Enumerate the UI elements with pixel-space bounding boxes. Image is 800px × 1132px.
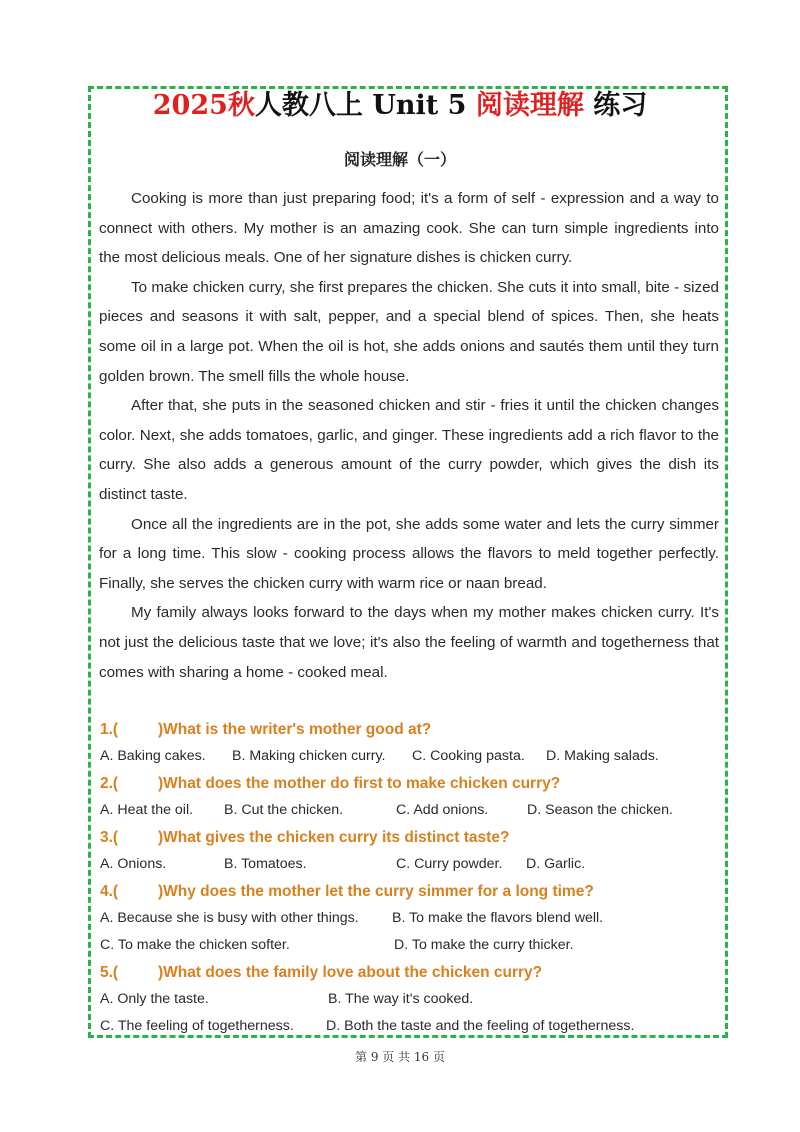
option-a: A. Onions. <box>100 856 167 872</box>
passage-paragraph: To make chicken curry, she first prepares the chicken. She cuts it into small, bite - sized pieces and seasons it with salt, pepper, and a special blend of spices. Then, she heats some oil in a large pot. When the oil is hot, she adds onions and sautés them until they turn golden brown. The smell fills the whole house. <box>99 278 719 385</box>
option-c: C. Cooking pasta. <box>412 748 525 764</box>
option-d: D. Garlic. <box>526 856 586 872</box>
option-b: B. The way it's cooked. <box>328 991 474 1007</box>
question-2 <box>100 770 722 797</box>
question-5 <box>100 959 722 986</box>
question-number: 4.( <box>100 883 119 900</box>
question-number: 3.( <box>100 829 119 846</box>
question-3 <box>100 824 722 851</box>
option-b: B. To make the flavors blend well. <box>392 910 604 926</box>
options-row <box>100 743 722 770</box>
option-a: A. Heat the oil. <box>100 802 194 818</box>
question-text: )Why does the mother let the curry simmer for a long time? <box>158 883 594 900</box>
option-d: D. To make the curry thicker. <box>394 937 574 953</box>
title-topic: 阅读理解 <box>475 90 584 121</box>
option-b: B. Tomatoes. <box>224 856 307 872</box>
title-suffix: 练习 <box>583 90 648 121</box>
passage-paragraph: My family always looks forward to the days when my mother makes chicken curry. It's not just the delicious taste that we love; it's also the feeling of warmth and togetherness that comes with sharing a home - cooked meal. <box>99 604 719 681</box>
footer-prefix: 第 <box>354 1050 371 1064</box>
option-d: D. Season the chicken. <box>527 802 673 818</box>
title-year: 2025 <box>152 90 228 121</box>
option-c: C. To make the chicken softer. <box>100 937 290 953</box>
passage-paragraph: After that, she puts in the seasoned chicken and stir - fries it until the chicken changes color. Next, she adds tomatoes, garlic, and ginger. These ingredients add a rich flavor to the curry. She also adds a generous amount of the curry powder, which gives the dish its distinct taste. <box>99 397 719 503</box>
option-d: D. Both the taste and the feeling of togetherness. <box>326 1018 635 1034</box>
option-c: C. Add onions. <box>396 802 489 818</box>
question-1 <box>100 716 722 743</box>
option-c: C. Curry powder. <box>396 856 503 872</box>
page-title <box>0 86 800 126</box>
title-edition: 人教八上 Unit 5 <box>254 90 476 121</box>
option-b: B. Cut the chicken. <box>224 802 344 818</box>
options-row <box>100 797 722 824</box>
passage-paragraph: Cooking is more than just preparing food; it's a form of self - expression and a way to connect with others. My mother is an amazing cook. She can turn simple ingredients into the most delicious meals. One of her signature dishes is chicken curry. <box>99 190 719 267</box>
passage-paragraph: Once all the ingredients are in the pot, she adds some water and lets the curry simmer for a long time. This slow - cooking process allows the flavors to meld together perfectly. Finally, she serves the chicken curry with warm rice or naan bread. <box>99 515 719 592</box>
option-c: C. The feeling of togetherness. <box>100 1018 294 1034</box>
question-text: )What is the writer's mother good at? <box>158 721 432 738</box>
options-row <box>100 986 722 1013</box>
option-b: B. Making chicken curry. <box>232 748 386 764</box>
options-row <box>100 1013 722 1040</box>
title-autumn: 秋 <box>227 90 255 121</box>
option-a: A. Because she is busy with other things. <box>100 910 359 926</box>
section-title: 阅读理解（一） <box>343 150 456 169</box>
question-number: 1.( <box>100 721 119 738</box>
question-4 <box>100 878 722 905</box>
question-text: )What does the family love about the chicken curry? <box>158 964 543 981</box>
option-a: A. Only the taste. <box>100 991 209 1007</box>
question-number: 2.( <box>100 775 119 792</box>
page-footer <box>0 1048 800 1065</box>
page-number: 9 <box>370 1050 379 1064</box>
footer-middle: 页 共 <box>378 1050 414 1064</box>
options-row <box>100 905 722 932</box>
option-d: D. Making salads. <box>546 748 659 764</box>
footer-suffix: 页 <box>429 1050 446 1064</box>
total-pages: 16 <box>413 1050 430 1064</box>
question-list <box>100 716 722 1040</box>
question-text: )What does the mother do first to make chicken curry? <box>158 775 561 792</box>
option-a: A. Baking cakes. <box>100 748 206 764</box>
options-row <box>100 932 722 959</box>
reading-passage <box>99 184 719 687</box>
options-row <box>100 851 722 878</box>
question-text: )What gives the chicken curry its distinct taste? <box>158 829 510 846</box>
question-number: 5.( <box>100 964 119 981</box>
